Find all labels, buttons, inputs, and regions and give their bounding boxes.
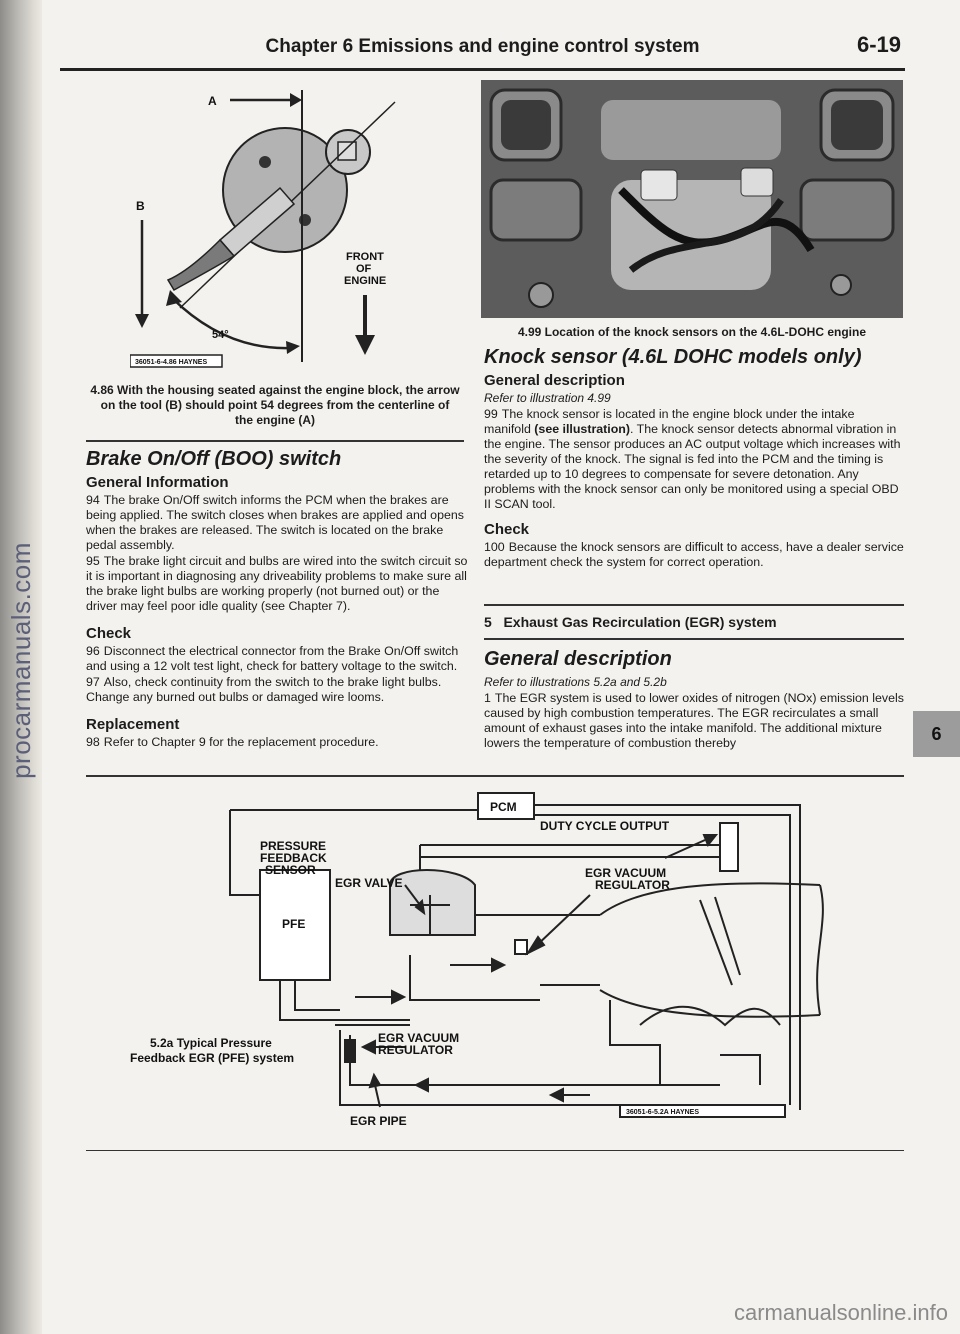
left-column: [86, 448, 472, 751]
figure-5-2a: [120, 785, 840, 1135]
para-95: 95 The brake light circuit and bulbs are wired into the switch circuit so it is important in diagnosing any driveability problems to make sure all the brake light bulbs are working properly (not burned out) or the driver may feel poor idle quality (see Chapter 7).: [86, 554, 468, 613]
right-column: [484, 346, 904, 571]
fig-5-2a-caption-2: Feedback EGR (PFE) system: [130, 1051, 295, 1065]
label-b: B: [136, 199, 145, 213]
figure-4-86-caption: 4.86 With the housing seated against the engine block, the arrow on the tool (B) should point 54 degrees from the centerline of the engine (A): [90, 383, 460, 427]
label-pressure-1: PRESSURE: [260, 839, 327, 853]
label-pressure-2: FEEDBACK: [260, 851, 327, 865]
bottom-watermark: carmanualsonline.info: [733, 1300, 948, 1325]
boo-general-heading: General Information: [86, 474, 229, 491]
egr-heading: General description: [484, 648, 672, 670]
boo-check-heading: Check: [86, 625, 132, 642]
figure-4-86-drawing: [130, 90, 395, 367]
para-94: 94 The brake On/Off switch informs the PCM when the brakes are being applied. The switch closes when brakes are applied and opens when the brakes are released. The switch is located on the brake pedal assembly.: [86, 493, 464, 552]
label-pressure-3: SENSOR: [265, 863, 316, 877]
para-98: 98 Refer to Chapter 9 for the replacement procedure.: [86, 735, 379, 749]
figure-tag: 36051-6-4.86 HAYNES: [135, 359, 208, 366]
para-96: 96 Disconnect the electrical connector from the Brake On/Off switch and using a 12 volt test light, check for battery voltage to the switch.: [86, 644, 459, 673]
rule-mid: [86, 775, 904, 777]
rule-right-2: [484, 638, 904, 640]
chapter-side-tab: 6: [913, 711, 960, 757]
rule-bottom: [86, 1150, 904, 1151]
knock-general-heading: General description: [484, 372, 625, 389]
label-angle: 54°: [212, 329, 229, 341]
label-of: OF: [356, 263, 372, 275]
boo-heading: Brake On/Off (BOO) switch: [86, 448, 342, 470]
label-front: FRONT: [346, 251, 384, 263]
fig-5-2a-tag: 36051-6-5.2A HAYNES: [626, 1109, 700, 1116]
chapter-title: Chapter 6 Emissions and engine control system: [265, 36, 700, 57]
figure-4-86: [130, 80, 460, 370]
para-100: 100 Because the knock sensors are difficult to access, have a dealer service department check the system for correct operation.: [484, 540, 904, 569]
rule-left-1: [86, 440, 464, 442]
egr-section-title: 5 Exhaust Gas Recirculation (EGR) system: [484, 614, 777, 630]
label-vac-reg-top-2: REGULATOR: [595, 878, 670, 892]
figure-4-99-caption: 4.99 Location of the knock sensors on the 4.6L-DOHC engine: [517, 325, 867, 339]
label-pfe: PFE: [282, 917, 306, 931]
label-egr-valve: EGR VALVE: [335, 876, 403, 890]
side-watermark: procarmanuals.com: [5, 541, 36, 779]
figure-4-99-photo: [481, 80, 903, 318]
label-duty-cycle: DUTY CYCLE OUTPUT: [540, 819, 670, 833]
label-pcm: PCM: [490, 800, 517, 814]
label-egr-pipe: EGR PIPE: [350, 1114, 407, 1128]
knock-check-heading: Check: [484, 521, 530, 538]
label-a: A: [208, 94, 217, 108]
para-97: 97 Also, check continuity from the switch to the brake light bulbs. Change any burned out bulbs or damaged wire looms.: [86, 675, 442, 704]
label-vac-reg-bot-2: REGULATOR: [378, 1043, 453, 1057]
egr-ref: Refer to illustrations 5.2a and 5.2b: [484, 675, 667, 689]
para-1: 1 The EGR system is used to lower oxides of nitrogen (NOx) emission levels caused by high combustion temperatures. The EGR recirculates a small amount of exhaust gases into the intake manifold. The additional mixture lowers the temperature of combustion thereby: [484, 691, 904, 750]
fig-5-2a-caption-1: 5.2a Typical Pressure: [150, 1036, 272, 1050]
page-number: 6-19: [856, 32, 901, 57]
boo-replacement-heading: Replacement: [86, 716, 180, 733]
egr-column: [484, 648, 904, 752]
page-header: [60, 30, 905, 71]
label-vac-reg-top-1: EGR VACUUM: [585, 866, 667, 880]
knock-ref: Refer to illustration 4.99: [484, 391, 611, 405]
knock-heading: Knock sensor (4.6L DOHC models only): [484, 346, 862, 368]
label-vac-reg-bot-1: EGR VACUUM: [378, 1031, 460, 1045]
label-engine: ENGINE: [344, 275, 387, 287]
para-99: 99 The knock sensor is located in the engine block under the intake manifold (see illustration). The knock sensor detects abnormal vibration in the engine. The sensor produces an AC output voltage which increases with the severity of the knock. The signal is fed into the PCM and the timing is retarded up to 10 degrees to compensate for severe detonation. Any problems with the knock sensor can only be monitored using a special OBD II SCAN tool.: [484, 407, 901, 511]
rule-right-1: [484, 604, 904, 606]
